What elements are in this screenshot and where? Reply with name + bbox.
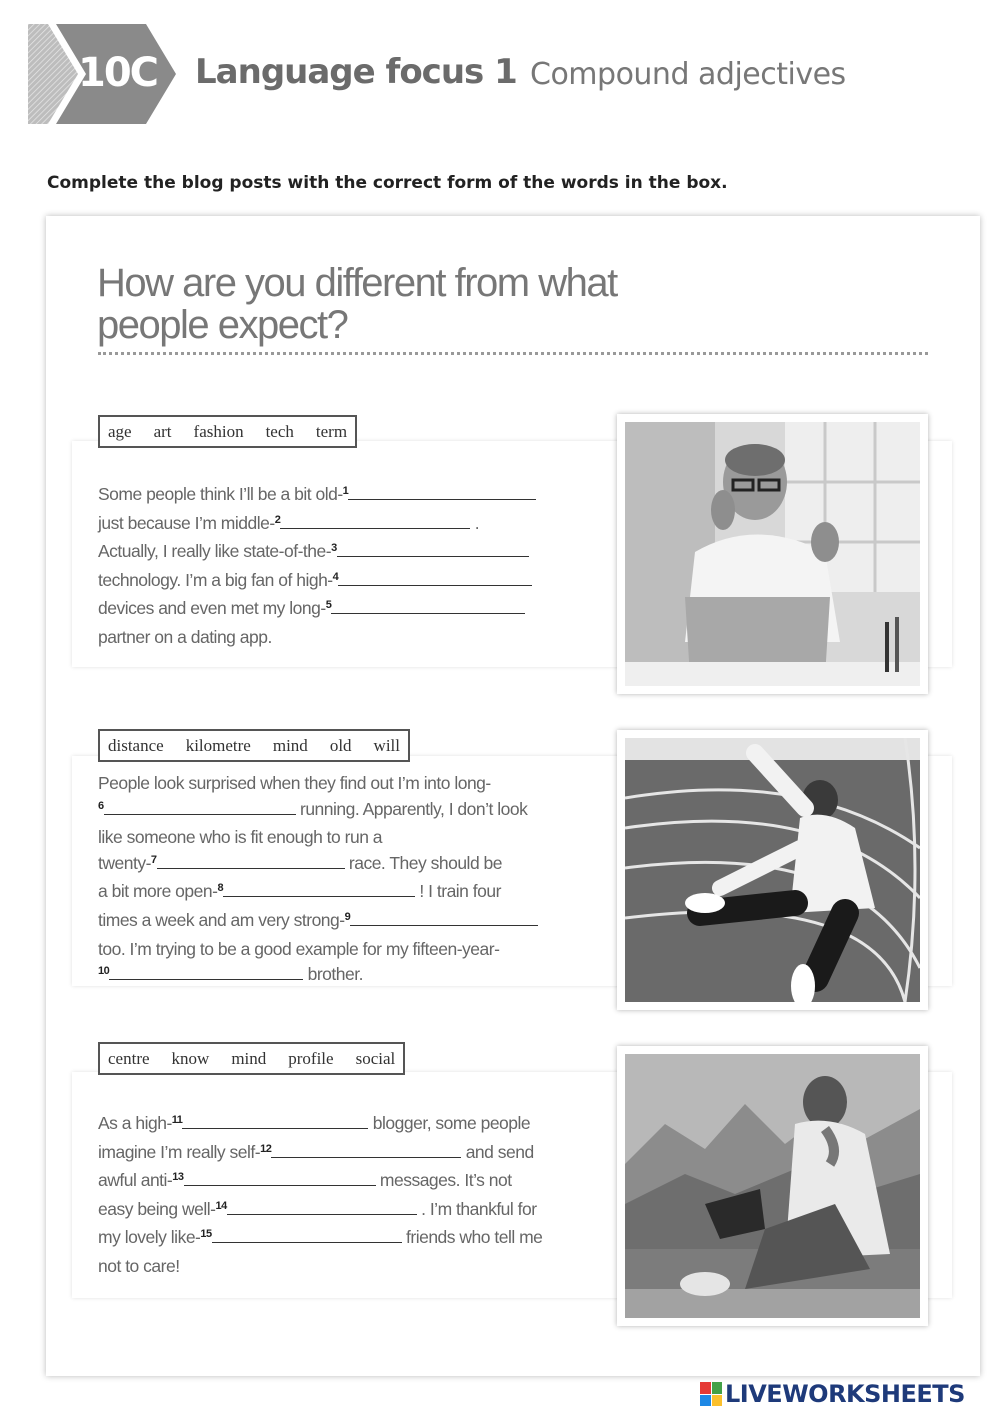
gap-number: 5 — [325, 599, 332, 612]
answer-gap-14[interactable] — [227, 1197, 417, 1215]
post-text: running. Apparently, I don’t look — [295, 798, 528, 819]
lesson-title: Language focus 1 — [195, 52, 517, 92]
post-text: ! I train four — [415, 881, 501, 902]
word-box-item: know — [171, 1048, 210, 1068]
answer-gap-2[interactable] — [280, 511, 470, 529]
post-text: awful anti- — [98, 1170, 173, 1191]
gap-number: 13 — [172, 1171, 184, 1184]
word-box-item: tech — [265, 421, 294, 441]
gap-number: 3 — [331, 542, 337, 555]
gap-number: 2 — [274, 513, 281, 526]
post-text: devices and even met my long- — [98, 598, 326, 619]
word-box-item: distance — [108, 735, 164, 755]
gap-number: 4 — [332, 570, 339, 583]
word-box-item: term — [315, 421, 348, 441]
gap-number: 10 — [98, 965, 110, 978]
lesson-subtitle: Compound adjectives — [530, 57, 846, 92]
gap-number: 7 — [150, 853, 157, 866]
post-text: my lovely like- — [98, 1227, 201, 1248]
word-box-item: fashion — [193, 421, 244, 441]
answer-gap-8[interactable] — [223, 879, 415, 897]
gap-number: 6 — [98, 799, 104, 812]
post-text: just because I’m middle- — [98, 512, 275, 533]
post-text: and send — [461, 1141, 534, 1162]
man-on-phone-with-laptop-photo — [625, 422, 920, 686]
blog-post-2 — [98, 771, 588, 991]
post-text: times a week and am very strong- — [98, 909, 345, 930]
answer-gap-10[interactable] — [109, 962, 303, 980]
post-text: easy being well- — [98, 1198, 216, 1219]
gap-number: 11 — [171, 1114, 183, 1126]
word-box-item: old — [329, 735, 352, 755]
post-text: race. They should be — [344, 852, 503, 873]
woman-stretching-on-track-photo — [625, 738, 920, 1002]
word-box-item: art — [153, 421, 172, 441]
post-text: People look surprised when they find out I’m into long- — [98, 773, 491, 793]
word-box-item: profile — [288, 1048, 334, 1068]
page-heading: How are you different from what people expect? — [97, 261, 617, 347]
word-box-item: mind — [231, 1048, 267, 1068]
word-box-item: age — [108, 421, 132, 441]
answer-gap-9[interactable] — [350, 908, 538, 926]
post-text: not to care! — [98, 1255, 180, 1276]
liveworksheets-logo[interactable] — [700, 1380, 965, 1408]
gap-number: 15 — [200, 1228, 212, 1241]
answer-gap-1[interactable] — [348, 482, 536, 500]
gap-number: 9 — [344, 910, 351, 923]
word-box-3 — [98, 1042, 405, 1075]
post-text: like someone who is fit enough to run a — [98, 827, 383, 848]
instruction-text: Complete the blog posts with the correct form of the words in the box. — [47, 173, 728, 193]
blog-post-1 — [98, 482, 588, 651]
word-box-item: will — [373, 735, 400, 755]
answer-gap-7[interactable] — [157, 851, 345, 869]
post-text: partner on a dating app. — [98, 626, 272, 647]
answer-gap-4[interactable] — [338, 568, 532, 586]
gap-number: 14 — [215, 1199, 227, 1212]
post-text: blogger, some people — [368, 1113, 531, 1133]
post-text: friends who tell me — [401, 1227, 543, 1248]
word-box-2 — [98, 729, 410, 762]
gap-number: 1 — [342, 485, 349, 497]
gap-number: 8 — [217, 882, 224, 895]
post-text: technology. I’m a big fan of high- — [98, 569, 333, 590]
post-text: too. I’m trying to be a good example for my fifteen-year- — [98, 938, 500, 959]
photo-frame-1 — [617, 414, 928, 694]
post-text: As a high- — [98, 1113, 172, 1133]
post-text: . — [470, 512, 480, 533]
word-box-item: kilometre — [185, 735, 251, 755]
answer-gap-6[interactable] — [104, 797, 296, 815]
heading-divider — [98, 352, 928, 356]
answer-gap-3[interactable] — [337, 539, 529, 557]
post-text: . I’m thankful for — [416, 1198, 537, 1219]
post-text: a bit more open- — [98, 881, 218, 902]
word-box-item: social — [355, 1048, 396, 1068]
photo-frame-2 — [617, 730, 928, 1010]
post-text: imagine I’m really self- — [98, 1141, 261, 1162]
gap-number: 12 — [260, 1142, 272, 1155]
post-text: Some people think I’ll be a bit old- — [98, 484, 343, 504]
answer-gap-15[interactable] — [212, 1225, 402, 1243]
logo-text: LIVEWORKSHEETS — [725, 1380, 965, 1408]
word-box-item: centre — [108, 1048, 150, 1068]
post-text: twenty- — [98, 852, 151, 873]
lesson-code: 10C — [78, 50, 158, 96]
answer-gap-5[interactable] — [331, 596, 525, 614]
post-text: messages. It’s not — [375, 1170, 512, 1191]
answer-gap-13[interactable] — [184, 1168, 376, 1186]
photo-frame-3 — [617, 1046, 928, 1326]
word-box-item: mind — [272, 735, 308, 755]
word-box-1 — [98, 415, 357, 448]
post-text: brother. — [303, 964, 363, 985]
woman-with-laptop-mountains-photo — [625, 1054, 920, 1318]
answer-gap-11[interactable] — [182, 1111, 368, 1129]
logo-badge-icon — [700, 1382, 722, 1406]
blog-post-3 — [98, 1111, 588, 1280]
answer-gap-12[interactable] — [271, 1140, 461, 1158]
post-text: Actually, I really like state-of-the- — [98, 541, 332, 562]
